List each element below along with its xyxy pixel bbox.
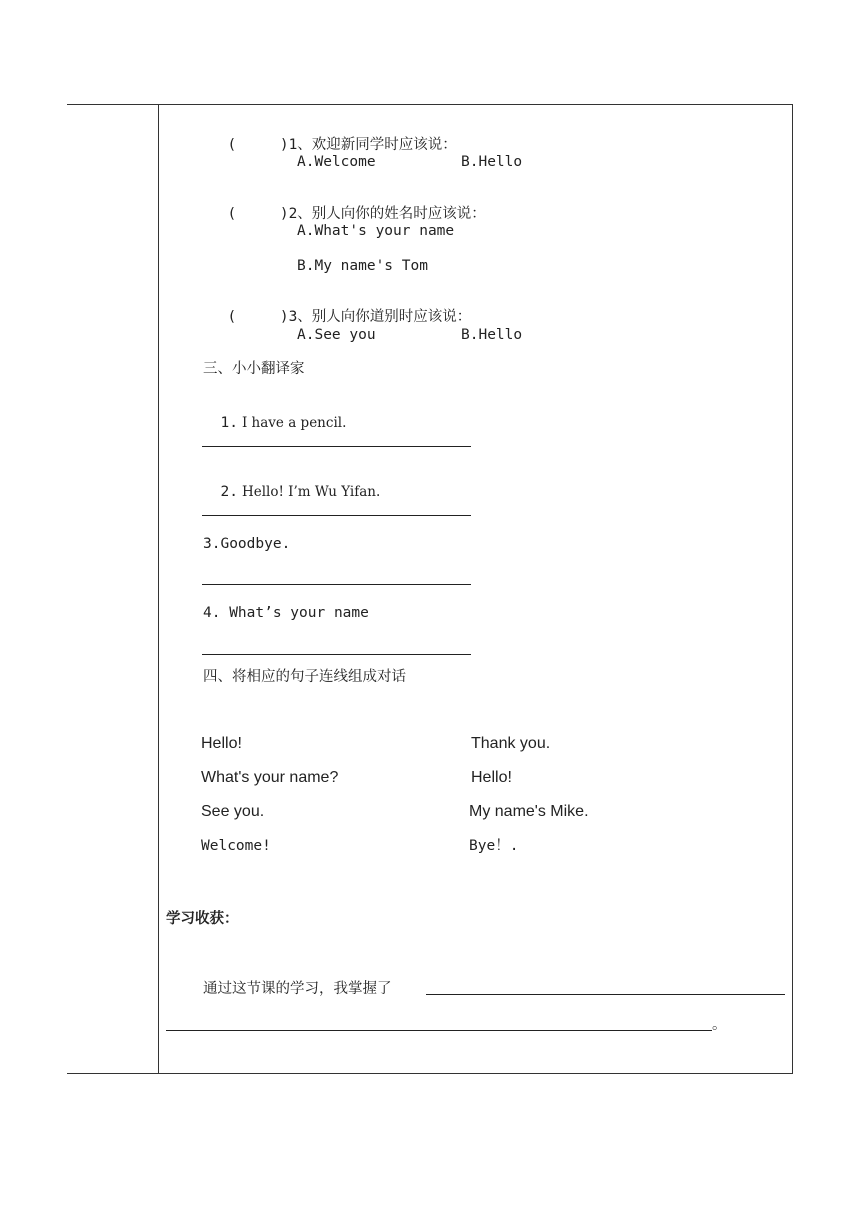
- answer-line-4[interactable]: [202, 654, 471, 655]
- item-number: 2.: [220, 484, 238, 500]
- question-3-option-a: A.See you: [297, 327, 376, 343]
- question-2-option-b: B.My name's Tom: [297, 258, 428, 274]
- translate-item-1: [203, 396, 346, 432]
- item-text: Hello! I’m Wu Yifan.: [241, 484, 381, 500]
- answer-line-2[interactable]: [202, 515, 471, 516]
- harvest-end-mark: 。: [712, 1017, 727, 1033]
- answer-paren[interactable]: ( ): [227, 137, 289, 153]
- match-right-2[interactable]: Hello!: [471, 769, 512, 786]
- match-right-1[interactable]: Thank you.: [471, 735, 551, 752]
- harvest-sentence: 通过这节课的学习，我掌握了: [203, 981, 392, 997]
- table-right-border: [792, 104, 793, 1074]
- table-bottom-border: [67, 1073, 793, 1074]
- section-3-title: 三、小小翻译家: [203, 361, 305, 377]
- question-3-option-b: B.Hello: [461, 327, 523, 343]
- translate-item-2: [203, 465, 380, 501]
- match-right-3[interactable]: My name's Mike.: [469, 803, 589, 820]
- match-left-1[interactable]: Hello!: [201, 735, 242, 752]
- section-4-title: 四、将相应的句子连线组成对话: [203, 669, 406, 685]
- question-1-option-a: A.Welcome: [297, 154, 376, 170]
- harvest-title: 学习收获：: [166, 911, 239, 927]
- question-2: [210, 187, 486, 223]
- match-left-4[interactable]: Welcome!: [201, 838, 271, 854]
- question-1-option-b: B.Hello: [461, 154, 523, 170]
- question-prompt: 2、别人向你的姓名时应该说：: [288, 206, 486, 222]
- question-prompt: 1、欢迎新同学时应该说：: [288, 137, 457, 153]
- question-1: [210, 118, 457, 154]
- translate-item-3: 3.Goodbye.: [203, 536, 291, 552]
- answer-paren[interactable]: ( ): [227, 206, 289, 222]
- item-text: I have a pencil.: [241, 415, 347, 431]
- question-2-option-a: A.What's your name: [297, 223, 455, 239]
- question-3: [210, 290, 471, 326]
- table-column-divider: [158, 104, 159, 1074]
- match-right-4[interactable]: Bye！.: [469, 838, 519, 854]
- harvest-line-1[interactable]: [426, 994, 785, 995]
- answer-line-3[interactable]: [202, 584, 471, 585]
- harvest-line-2[interactable]: [166, 1030, 712, 1031]
- match-left-2[interactable]: What's your name?: [201, 769, 339, 786]
- item-number: 1.: [220, 415, 238, 431]
- translate-item-4: 4. What’s your name: [203, 605, 369, 621]
- table-top-border: [67, 104, 793, 105]
- question-prompt: 3、别人向你道别时应该说：: [288, 309, 472, 325]
- answer-paren[interactable]: ( ): [227, 309, 289, 325]
- answer-line-1[interactable]: [202, 446, 471, 447]
- match-left-3[interactable]: See you.: [201, 803, 265, 820]
